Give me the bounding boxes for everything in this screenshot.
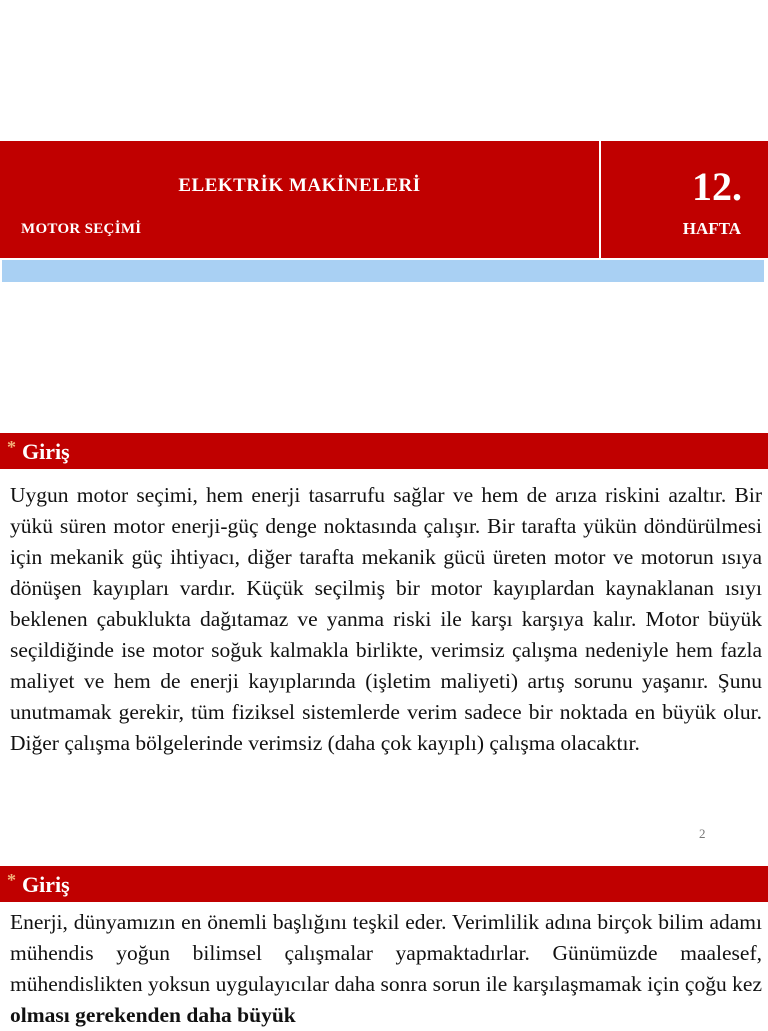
section-header <box>0 433 768 469</box>
bullet-icon: * <box>7 870 16 890</box>
section-title: Giriş <box>22 872 70 897</box>
week-badge <box>601 141 768 258</box>
section-header <box>0 866 768 902</box>
course-title: ELEKTRİK MAKİNELERİ <box>178 175 421 196</box>
paragraph-text: Enerji, dünyamızın en önemli başlığını teşkil eder. Verimlilik adına birçok bilim adamı mühendis yoğun bilimsel çalışmalar yapmaktadırlar. Günümüzde maalesef, mühendislikten yoksun uygulayıcılar daha sonra sorun ile karşılaşmamak için çoğu kez <box>10 910 762 996</box>
header-strip <box>2 260 764 282</box>
bullet-icon: * <box>7 437 16 457</box>
paragraph-bold-text: olması gerekenden daha büyük <box>10 1003 296 1027</box>
page-number: 2 <box>699 826 706 841</box>
topic-title: MOTOR SEÇİMİ <box>21 221 142 237</box>
body-paragraph: Uygun motor seçimi, hem enerji tasarrufu sağlar ve hem de arıza riskini azaltır. Bir yükü süren motor enerji-güç denge noktasında çalışır. Bir tarafta yükün döndürülmesi için mekanik güç ihtiyacı, diğer tarafta mekanik gücü üreten motor ve motorun ısıya dönüşen kayıpları vardır. Küçük seçilmiş bir motor kayıplardan kaynaklanan ısıyı beklenen çabuklukta dağıtamaz ve yanma riski ile karşı karşıya kalır. Motor büyük seçildiğinde ise motor soğuk kalmakla birlikte, verimsiz çalışma nedeniyle hem fazla maliyet ve hem de enerji kayıplarında (işletim maliyeti) artış sorunu yaşanır. Şunu unutmamak gerekir, tüm fiziksel sistemlerde verim sadece bir noktada en büyük olur. Diğer çalışma bölgelerinde verimsiz (daha çok kayıplı) çalışma olacaktır. <box>10 483 762 755</box>
week-label: HAFTA <box>682 219 741 238</box>
week-number: 12. <box>692 164 742 209</box>
section-title: Giriş <box>22 439 70 464</box>
body-paragraph <box>10 907 762 1031</box>
course-header <box>0 141 599 258</box>
